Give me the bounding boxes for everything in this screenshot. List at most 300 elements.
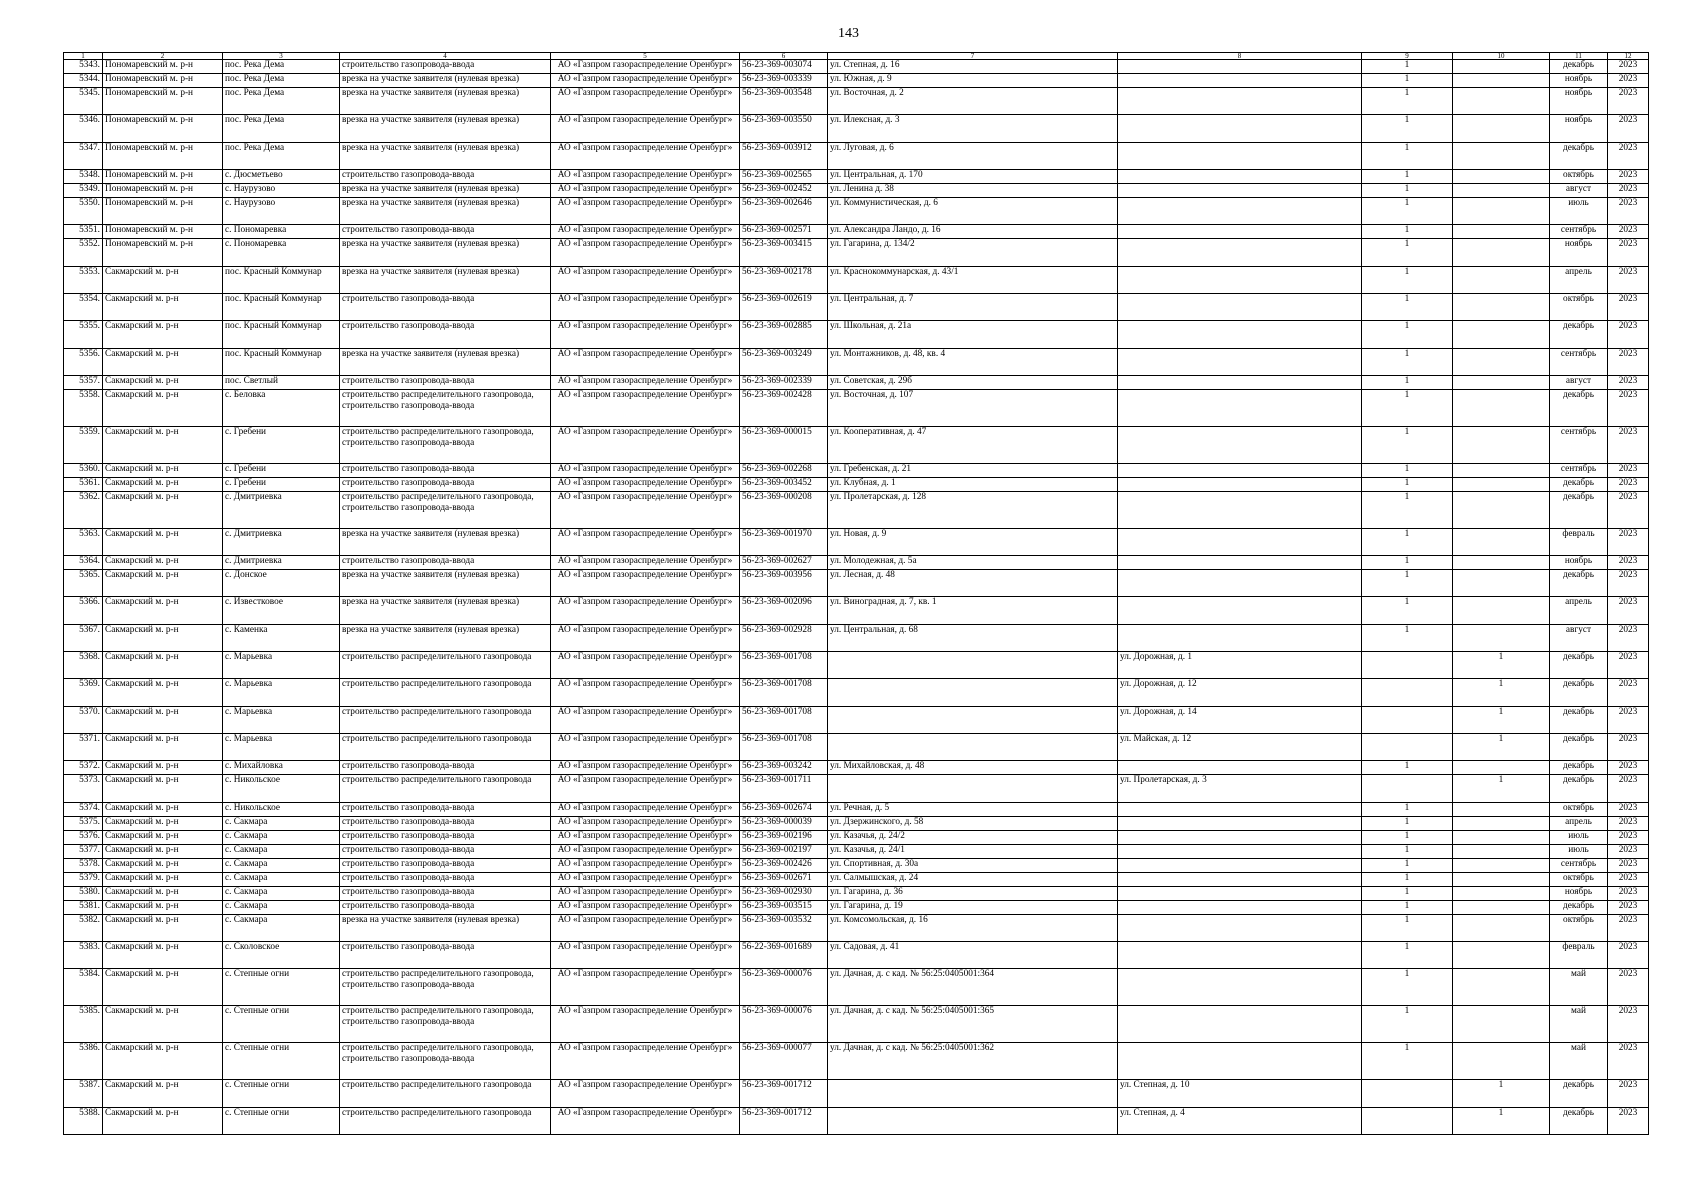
row-number-cell: 5355. [64,321,103,348]
row-number-cell: 5362. [64,491,103,528]
count-distribution-cell [1453,761,1550,775]
address-gas-inlet-cell: ул. Дачная, д. с кад. № 56:25:0405001:365 [828,1006,1118,1043]
address-gas-inlet-cell: ул. Виноградная, д. 7, кв. 1 [828,597,1118,624]
address-gas-inlet-cell: ул. Коммунистическая, д. 6 [828,197,1118,224]
year-cell: 2023 [1608,60,1649,74]
year-cell: 2023 [1608,816,1649,830]
address-gas-inlet-cell: ул. Дачная, д. с кад. № 56:25:0405001:364 [828,969,1118,1006]
table-row [64,802,1649,816]
address-gas-inlet-cell: ул. Клубная, д. 1 [828,477,1118,491]
count-gas-inlet-cell: 1 [1362,1043,1453,1080]
application-number-cell: 56-23-369-002196 [740,830,828,844]
year-cell: 2023 [1608,197,1649,224]
work-type-cell: строительство распределительного газопровода [340,706,551,733]
month-cell: декабрь [1550,142,1608,169]
address-distribution-cell [1118,624,1362,651]
row-number-cell: 5363. [64,528,103,555]
table-row [64,858,1649,872]
locality-cell: с. Сакмара [223,816,340,830]
district-cell: Сакмарский м. р-н [103,652,223,679]
address-gas-inlet-cell: ул. Комсомольская, д. 16 [828,914,1118,941]
district-cell: Сакмарский м. р-н [103,802,223,816]
organization-cell: АО «Газпром газораспределение Оренбург» [551,142,740,169]
address-gas-inlet-cell: ул. Центральная, д. 68 [828,624,1118,651]
table-row [64,225,1649,239]
table-row [64,491,1649,528]
count-distribution-cell [1453,321,1550,348]
work-type-cell: врезка на участке заявителя (нулевая врезка) [340,597,551,624]
locality-cell: с. Сакмара [223,872,340,886]
organization-cell: АО «Газпром газораспределение Оренбург» [551,74,740,88]
locality-cell: с. Никольское [223,775,340,802]
table-row [64,597,1649,624]
district-cell: Сакмарский м. р-н [103,734,223,761]
work-type-cell: врезка на участке заявителя (нулевая врезка) [340,74,551,88]
locality-cell: с. Сакмара [223,900,340,914]
application-number-cell: 56-23-369-000039 [740,816,828,830]
month-cell: май [1550,969,1608,1006]
application-number-cell: 56-23-369-002268 [740,463,828,477]
count-distribution-cell: 1 [1453,652,1550,679]
table-row [64,528,1649,555]
column-header: 6 [740,53,828,60]
month-cell: сентябрь [1550,348,1608,375]
month-cell: август [1550,375,1608,389]
month-cell: ноябрь [1550,239,1608,266]
count-distribution-cell [1453,1006,1550,1043]
table-row [64,426,1649,463]
work-type-cell: строительство газопровода-ввода [340,60,551,74]
address-distribution-cell [1118,225,1362,239]
row-number-cell: 5357. [64,375,103,389]
address-gas-inlet-cell: ул. Лесная, д. 48 [828,570,1118,597]
address-distribution-cell [1118,169,1362,183]
year-cell: 2023 [1608,900,1649,914]
count-gas-inlet-cell: 1 [1362,463,1453,477]
count-distribution-cell [1453,570,1550,597]
count-gas-inlet-cell: 1 [1362,1006,1453,1043]
application-number-cell: 56-23-369-001708 [740,679,828,706]
table-row [64,477,1649,491]
month-cell: декабрь [1550,761,1608,775]
district-cell: Сакмарский м. р-н [103,597,223,624]
column-header: 11 [1550,53,1608,60]
count-gas-inlet-cell: 1 [1362,239,1453,266]
table-row [64,969,1649,1006]
address-distribution-cell [1118,528,1362,555]
locality-cell: с. Дмитриевка [223,556,340,570]
year-cell: 2023 [1608,969,1649,1006]
row-number-cell: 5347. [64,142,103,169]
year-cell: 2023 [1608,802,1649,816]
year-cell: 2023 [1608,570,1649,597]
count-gas-inlet-cell: 1 [1362,225,1453,239]
row-number-cell: 5376. [64,830,103,844]
district-cell: Сакмарский м. р-н [103,528,223,555]
address-distribution-cell [1118,969,1362,1006]
year-cell: 2023 [1608,830,1649,844]
work-type-cell: строительство распределительного газопровода, строительство газопровода-ввода [340,1043,551,1080]
table-row [64,775,1649,802]
organization-cell: АО «Газпром газораспределение Оренбург» [551,115,740,142]
year-cell: 2023 [1608,426,1649,463]
work-type-cell: строительство газопровода-ввода [340,858,551,872]
table-row [64,844,1649,858]
district-cell: Сакмарский м. р-н [103,844,223,858]
year-cell: 2023 [1608,1107,1649,1134]
table-row [64,389,1649,426]
column-header: 8 [1118,53,1362,60]
count-gas-inlet-cell: 1 [1362,597,1453,624]
table-row [64,142,1649,169]
application-number-cell: 56-23-369-003249 [740,348,828,375]
organization-cell: АО «Газпром газораспределение Оренбург» [551,183,740,197]
locality-cell: с. Наурузово [223,197,340,224]
count-distribution-cell [1453,239,1550,266]
column-number-row [64,53,1649,60]
year-cell: 2023 [1608,239,1649,266]
row-number-cell: 5378. [64,858,103,872]
column-header: 12 [1608,53,1649,60]
organization-cell: АО «Газпром газораспределение Оренбург» [551,597,740,624]
row-number-cell: 5375. [64,816,103,830]
row-number-cell: 5388. [64,1107,103,1134]
district-cell: Сакмарский м. р-н [103,679,223,706]
row-number-cell: 5354. [64,293,103,320]
address-gas-inlet-cell: ул. Гребенская, д. 21 [828,463,1118,477]
address-distribution-cell [1118,142,1362,169]
address-gas-inlet-cell [828,734,1118,761]
locality-cell: с. Сакмара [223,886,340,900]
application-number-cell: 56-23-369-003956 [740,570,828,597]
locality-cell: с. Известковое [223,597,340,624]
year-cell: 2023 [1608,597,1649,624]
month-cell: ноябрь [1550,886,1608,900]
locality-cell: с. Гребени [223,463,340,477]
year-cell: 2023 [1608,142,1649,169]
application-number-cell: 56-23-369-002571 [740,225,828,239]
address-distribution-cell [1118,348,1362,375]
address-gas-inlet-cell: ул. Дачная, д. с кад. № 56:25:0405001:362 [828,1043,1118,1080]
locality-cell: с. Марьевка [223,679,340,706]
address-gas-inlet-cell: ул. Монтажников, д. 48, кв. 4 [828,348,1118,375]
month-cell: декабрь [1550,775,1608,802]
application-number-cell: 56-23-369-003515 [740,900,828,914]
district-cell: Сакмарский м. р-н [103,858,223,872]
count-gas-inlet-cell: 1 [1362,197,1453,224]
row-number-cell: 5380. [64,886,103,900]
organization-cell: АО «Газпром газораспределение Оренбург» [551,239,740,266]
application-number-cell: 56-23-369-001708 [740,734,828,761]
organization-cell: АО «Газпром газораспределение Оренбург» [551,197,740,224]
address-gas-inlet-cell: ул. Казачья, д. 24/2 [828,830,1118,844]
table-row [64,463,1649,477]
count-gas-inlet-cell: 1 [1362,528,1453,555]
application-number-cell: 56-23-369-003550 [740,115,828,142]
district-cell: Сакмарский м. р-н [103,914,223,941]
count-distribution-cell [1453,225,1550,239]
district-cell: Сакмарский м. р-н [103,266,223,293]
row-number-cell: 5353. [64,266,103,293]
address-distribution-cell [1118,74,1362,88]
count-gas-inlet-cell [1362,679,1453,706]
organization-cell: АО «Газпром газораспределение Оренбург» [551,491,740,528]
organization-cell: АО «Газпром газораспределение Оренбург» [551,1006,740,1043]
count-distribution-cell [1453,375,1550,389]
work-type-cell: строительство распределительного газопровода, строительство газопровода-ввода [340,426,551,463]
locality-cell: с. Дюсметьево [223,169,340,183]
locality-cell: с. Марьевка [223,734,340,761]
count-gas-inlet-cell: 1 [1362,293,1453,320]
address-distribution-cell: ул. Дорожная, д. 1 [1118,652,1362,679]
application-number-cell: 56-23-369-002646 [740,197,828,224]
month-cell: август [1550,183,1608,197]
year-cell: 2023 [1608,1080,1649,1107]
month-cell: апрель [1550,597,1608,624]
count-distribution-cell [1453,60,1550,74]
year-cell: 2023 [1608,348,1649,375]
application-number-cell: 56-23-369-001708 [740,706,828,733]
count-distribution-cell [1453,816,1550,830]
district-cell: Сакмарский м. р-н [103,816,223,830]
application-number-cell: 56-23-369-001712 [740,1107,828,1134]
table-row [64,900,1649,914]
organization-cell: АО «Газпром газораспределение Оренбург» [551,858,740,872]
count-distribution-cell [1453,266,1550,293]
row-number-cell: 5349. [64,183,103,197]
row-number-cell: 5366. [64,597,103,624]
application-number-cell: 56-23-369-003415 [740,239,828,266]
work-type-cell: врезка на участке заявителя (нулевая врезка) [340,914,551,941]
work-type-cell: строительство распределительного газопровода [340,679,551,706]
address-distribution-cell [1118,914,1362,941]
locality-cell: с. Сколовское [223,941,340,968]
organization-cell: АО «Газпром газораспределение Оренбург» [551,816,740,830]
district-cell: Пономаревский м. р-н [103,74,223,88]
address-distribution-cell [1118,886,1362,900]
address-gas-inlet-cell: ул. Дзержинского, д. 58 [828,816,1118,830]
application-number-cell: 56-23-369-000077 [740,1043,828,1080]
table-row [64,872,1649,886]
address-distribution-cell [1118,375,1362,389]
district-cell: Сакмарский м. р-н [103,463,223,477]
year-cell: 2023 [1608,528,1649,555]
address-distribution-cell: ул. Степная, д. 10 [1118,1080,1362,1107]
address-distribution-cell [1118,197,1362,224]
organization-cell: АО «Газпром газораспределение Оренбург» [551,914,740,941]
count-distribution-cell [1453,348,1550,375]
address-gas-inlet-cell [828,679,1118,706]
application-number-cell: 56-23-369-002339 [740,375,828,389]
row-number-cell: 5367. [64,624,103,651]
column-header: 4 [340,53,551,60]
locality-cell: с. Пономаревка [223,225,340,239]
work-type-cell: врезка на участке заявителя (нулевая врезка) [340,88,551,115]
table-row [64,60,1649,74]
year-cell: 2023 [1608,169,1649,183]
locality-cell: с. Каменка [223,624,340,651]
table-row [64,293,1649,320]
row-number-cell: 5368. [64,652,103,679]
count-gas-inlet-cell: 1 [1362,375,1453,389]
address-distribution-cell [1118,239,1362,266]
locality-cell: с. Марьевка [223,652,340,679]
row-number-cell: 5373. [64,775,103,802]
month-cell: декабрь [1550,706,1608,733]
year-cell: 2023 [1608,624,1649,651]
month-cell: июль [1550,197,1608,224]
table-row [64,74,1649,88]
district-cell: Сакмарский м. р-н [103,624,223,651]
district-cell: Пономаревский м. р-н [103,225,223,239]
count-gas-inlet-cell: 1 [1362,969,1453,1006]
row-number-cell: 5351. [64,225,103,239]
count-distribution-cell [1453,142,1550,169]
address-distribution-cell [1118,60,1362,74]
year-cell: 2023 [1608,266,1649,293]
table-body [64,60,1649,1135]
district-cell: Сакмарский м. р-н [103,1006,223,1043]
month-cell: декабрь [1550,570,1608,597]
count-gas-inlet-cell: 1 [1362,872,1453,886]
work-type-cell: строительство газопровода-ввода [340,375,551,389]
table-row [64,1107,1649,1134]
count-gas-inlet-cell: 1 [1362,844,1453,858]
address-gas-inlet-cell: ул. Новая, д. 9 [828,528,1118,555]
district-cell: Сакмарский м. р-н [103,375,223,389]
count-gas-inlet-cell: 1 [1362,556,1453,570]
application-number-cell: 56-23-369-002928 [740,624,828,651]
address-distribution-cell [1118,426,1362,463]
year-cell: 2023 [1608,183,1649,197]
work-type-cell: врезка на участке заявителя (нулевая врезка) [340,266,551,293]
organization-cell: АО «Газпром газораспределение Оренбург» [551,426,740,463]
address-distribution-cell: ул. Дорожная, д. 12 [1118,679,1362,706]
count-gas-inlet-cell [1362,652,1453,679]
page-number: 143 [838,26,859,41]
district-cell: Пономаревский м. р-н [103,60,223,74]
work-type-cell: врезка на участке заявителя (нулевая врезка) [340,115,551,142]
count-gas-inlet-cell: 1 [1362,348,1453,375]
row-number-cell: 5374. [64,802,103,816]
address-distribution-cell [1118,266,1362,293]
count-gas-inlet-cell [1362,734,1453,761]
address-gas-inlet-cell: ул. Молодежная, д. 5а [828,556,1118,570]
organization-cell: АО «Газпром газораспределение Оренбург» [551,775,740,802]
address-gas-inlet-cell: ул. Илексная, д. 3 [828,115,1118,142]
district-cell: Сакмарский м. р-н [103,556,223,570]
table-row [64,197,1649,224]
locality-cell: с. Степные огни [223,1043,340,1080]
organization-cell: АО «Газпром газораспределение Оренбург» [551,570,740,597]
year-cell: 2023 [1608,88,1649,115]
organization-cell: АО «Газпром газораспределение Оренбург» [551,886,740,900]
column-header: 3 [223,53,340,60]
address-gas-inlet-cell: ул. Центральная, д. 170 [828,169,1118,183]
address-distribution-cell [1118,872,1362,886]
year-cell: 2023 [1608,321,1649,348]
address-distribution-cell [1118,115,1362,142]
work-type-cell: строительство распределительного газопровода, строительство газопровода-ввода [340,969,551,1006]
district-cell: Сакмарский м. р-н [103,706,223,733]
row-number-cell: 5361. [64,477,103,491]
table-row [64,1080,1649,1107]
locality-cell: с. Степные огни [223,1006,340,1043]
count-gas-inlet-cell: 1 [1362,115,1453,142]
count-distribution-cell [1453,556,1550,570]
locality-cell: пос. Светлый [223,375,340,389]
application-number-cell: 56-23-369-002178 [740,266,828,293]
month-cell: сентябрь [1550,463,1608,477]
count-gas-inlet-cell: 1 [1362,802,1453,816]
work-type-cell: строительство газопровода-ввода [340,830,551,844]
address-distribution-cell [1118,900,1362,914]
organization-cell: АО «Газпром газораспределение Оренбург» [551,624,740,651]
column-header: 2 [103,53,223,60]
count-distribution-cell [1453,463,1550,477]
row-number-cell: 5345. [64,88,103,115]
year-cell: 2023 [1608,389,1649,426]
row-number-cell: 5377. [64,844,103,858]
district-cell: Пономаревский м. р-н [103,142,223,169]
application-number-cell: 56-22-369-001689 [740,941,828,968]
year-cell: 2023 [1608,706,1649,733]
application-number-cell: 56-23-369-003548 [740,88,828,115]
month-cell: май [1550,1043,1608,1080]
count-distribution-cell [1453,528,1550,555]
locality-cell: пос. Река Дема [223,115,340,142]
count-gas-inlet-cell: 1 [1362,389,1453,426]
count-gas-inlet-cell: 1 [1362,74,1453,88]
address-distribution-cell [1118,1043,1362,1080]
application-number-cell: 56-23-369-003452 [740,477,828,491]
month-cell: ноябрь [1550,115,1608,142]
table-row [64,239,1649,266]
district-cell: Сакмарский м. р-н [103,1043,223,1080]
locality-cell: с. Степные огни [223,969,340,1006]
work-type-cell: строительство распределительного газопровода [340,1080,551,1107]
application-number-cell: 56-23-369-001712 [740,1080,828,1107]
month-cell: октябрь [1550,293,1608,320]
organization-cell: АО «Газпром газораспределение Оренбург» [551,734,740,761]
month-cell: сентябрь [1550,426,1608,463]
organization-cell: АО «Газпром газораспределение Оренбург» [551,900,740,914]
address-gas-inlet-cell: ул. Пролетарская, д. 128 [828,491,1118,528]
address-distribution-cell [1118,941,1362,968]
row-number-cell: 5344. [64,74,103,88]
district-cell: Пономаревский м. р-н [103,239,223,266]
row-number-cell: 5370. [64,706,103,733]
address-gas-inlet-cell: ул. Салмышская, д. 24 [828,872,1118,886]
organization-cell: АО «Газпром газораспределение Оренбург» [551,348,740,375]
address-distribution-cell [1118,293,1362,320]
table-row [64,816,1649,830]
count-gas-inlet-cell [1362,775,1453,802]
row-number-cell: 5352. [64,239,103,266]
month-cell: ноябрь [1550,556,1608,570]
count-distribution-cell: 1 [1453,1080,1550,1107]
application-number-cell: 56-23-369-000015 [740,426,828,463]
locality-cell: пос. Река Дема [223,60,340,74]
column-header: 7 [828,53,1118,60]
count-distribution-cell: 1 [1453,734,1550,761]
organization-cell: АО «Газпром газораспределение Оренбург» [551,169,740,183]
work-type-cell: строительство распределительного газопровода, строительство газопровода-ввода [340,389,551,426]
count-distribution-cell [1453,426,1550,463]
organization-cell: АО «Газпром газораспределение Оренбург» [551,528,740,555]
work-type-cell: строительство распределительного газопровода, строительство газопровода-ввода [340,1006,551,1043]
count-gas-inlet-cell [1362,706,1453,733]
